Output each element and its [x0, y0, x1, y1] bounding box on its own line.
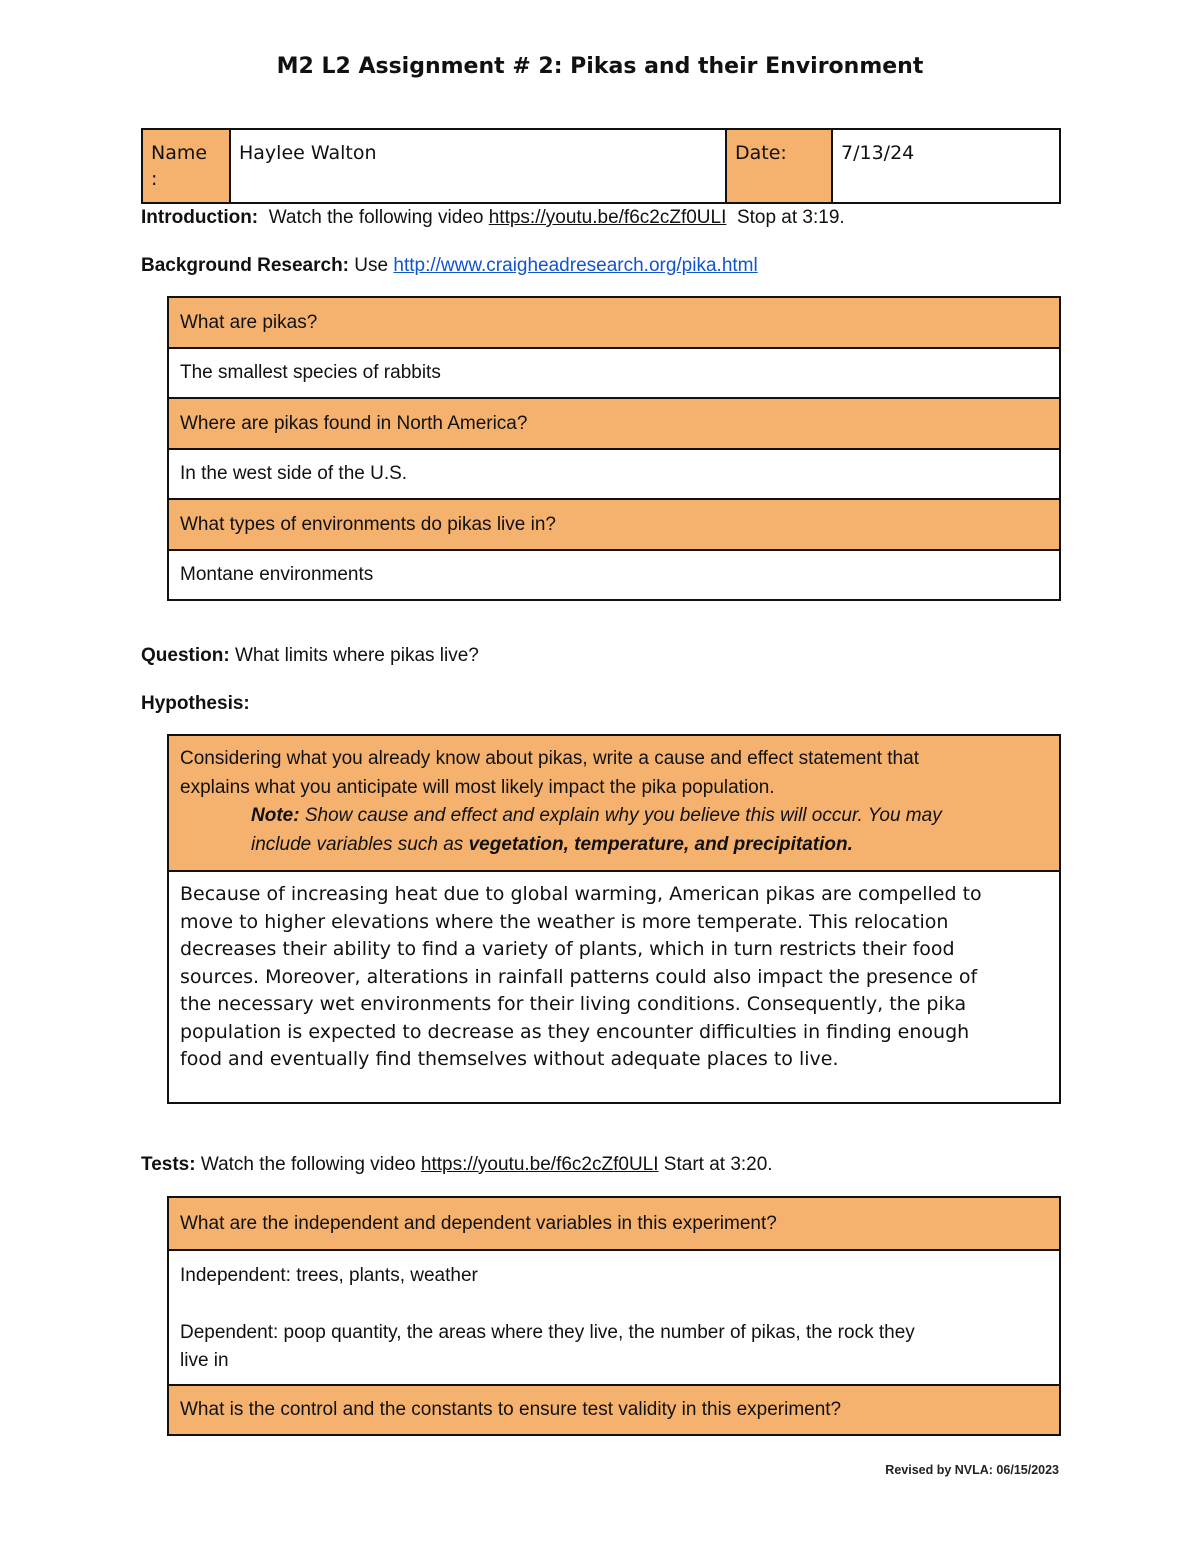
hypothesis-answer-line: population is expected to decrease as they encounter difficulties in finding enough — [180, 1020, 970, 1043]
research-question: What types of environments do pikas live in? — [168, 499, 1060, 550]
date-value: 7/13/24 — [841, 142, 915, 164]
introduction-text: Watch the following video — [268, 207, 484, 228]
hypothesis-table — [167, 734, 1061, 1104]
hypothesis-answer-line: move to higher elevations where the weather is more temperate. This relocation — [180, 910, 949, 933]
background-research-link[interactable]: http://www.craigheadresearch.org/pika.html — [393, 255, 758, 276]
hypothesis-answer-line: the necessary wet environments for their living conditions. Consequently, the pika — [180, 993, 967, 1015]
tests-question: What are the independent and dependent variables in this experiment? — [168, 1197, 1060, 1250]
background-label: Background Research: — [141, 255, 350, 276]
hypothesis-answer-line: decreases their ability to find a variety of plants, which in turn restricts their food — [180, 938, 955, 960]
question-line — [141, 644, 479, 668]
hypothesis-answer[interactable] — [168, 871, 1060, 1103]
name-value: Haylee Walton — [239, 142, 377, 164]
hypothesis-answer-line: food and eventually find themselves without adequate places to live. — [180, 1048, 839, 1070]
question-label: Question: — [141, 645, 230, 666]
name-field[interactable] — [230, 129, 726, 203]
tests-video-link[interactable]: https://youtu.be/f6c2cZf0ULI — [420, 1154, 659, 1175]
hypothesis-note — [180, 802, 1048, 831]
note-variables: vegetation, temperature, and precipitation. — [468, 833, 853, 855]
dependent-variables-cont: live in — [180, 1350, 229, 1371]
page-title: M2 L2 Assignment # 2: Pikas and their Environment — [276, 54, 924, 79]
hypothesis-heading — [141, 692, 250, 716]
research-answer[interactable]: The smallest species of rabbits — [168, 348, 1060, 398]
tests-table — [167, 1196, 1061, 1436]
background-research-line — [141, 254, 758, 278]
tests-line — [141, 1153, 773, 1177]
hypothesis-prompt-line: explains what you anticipate will most likely impact the pika population. — [180, 776, 775, 798]
date-label-cell — [726, 129, 832, 203]
hypothesis-prompt-line: Considering what you already know about pikas, write a cause and effect statement that — [180, 748, 919, 769]
name-label: Name — [151, 142, 208, 164]
research-question: What are pikas? — [168, 297, 1060, 348]
tests-suffix: Start at 3:20. — [663, 1154, 773, 1175]
introduction-line — [141, 206, 845, 230]
hypothesis-label: Hypothesis: — [141, 693, 250, 714]
tests-text: Watch the following video — [200, 1154, 416, 1175]
introduction-suffix: Stop at 3:19. — [736, 207, 845, 228]
date-field[interactable] — [832, 129, 1060, 203]
research-answer[interactable]: In the west side of the U.S. — [168, 449, 1060, 499]
tests-label: Tests: — [141, 1154, 196, 1175]
student-info-table — [141, 128, 1061, 204]
note-label: Note: — [251, 805, 300, 826]
note-text: Show cause and effect and explain why you believe this will occur. You may — [304, 805, 942, 826]
note-text: include variables such as — [251, 833, 464, 855]
name-label-colon: : — [151, 168, 158, 190]
hypothesis-answer-line: Because of increasing heat due to global warming, American pikas are compelled to — [180, 883, 982, 905]
hypothesis-note-cont — [180, 831, 1048, 860]
dependent-variables: Dependent: poop quantity, the areas where they live, the number of pikas, the rock they — [180, 1322, 915, 1343]
research-question: Where are pikas found in North America? — [168, 398, 1060, 449]
tests-question: What is the control and the constants to ensure test validity in this experiment? — [168, 1385, 1060, 1435]
hypothesis-answer-line: sources. Moreover, alterations in rainfall patterns could also impact the presence of — [180, 965, 978, 988]
independent-variables: Independent: trees, plants, weather — [180, 1265, 478, 1286]
question-text: What limits where pikas live? — [234, 645, 479, 666]
name-label-cell — [142, 129, 230, 203]
date-label: Date: — [735, 142, 787, 164]
introduction-video-link[interactable]: https://youtu.be/f6c2cZf0ULI — [488, 207, 727, 228]
research-answer[interactable]: Montane environments — [168, 550, 1060, 600]
tests-answer[interactable] — [168, 1250, 1060, 1385]
background-text: Use — [354, 255, 389, 276]
research-table — [167, 296, 1061, 601]
introduction-label: Introduction: — [141, 207, 259, 228]
revision-footer: Revised by NVLA: 06/15/2023 — [885, 1463, 1059, 1477]
hypothesis-prompt — [168, 735, 1060, 871]
